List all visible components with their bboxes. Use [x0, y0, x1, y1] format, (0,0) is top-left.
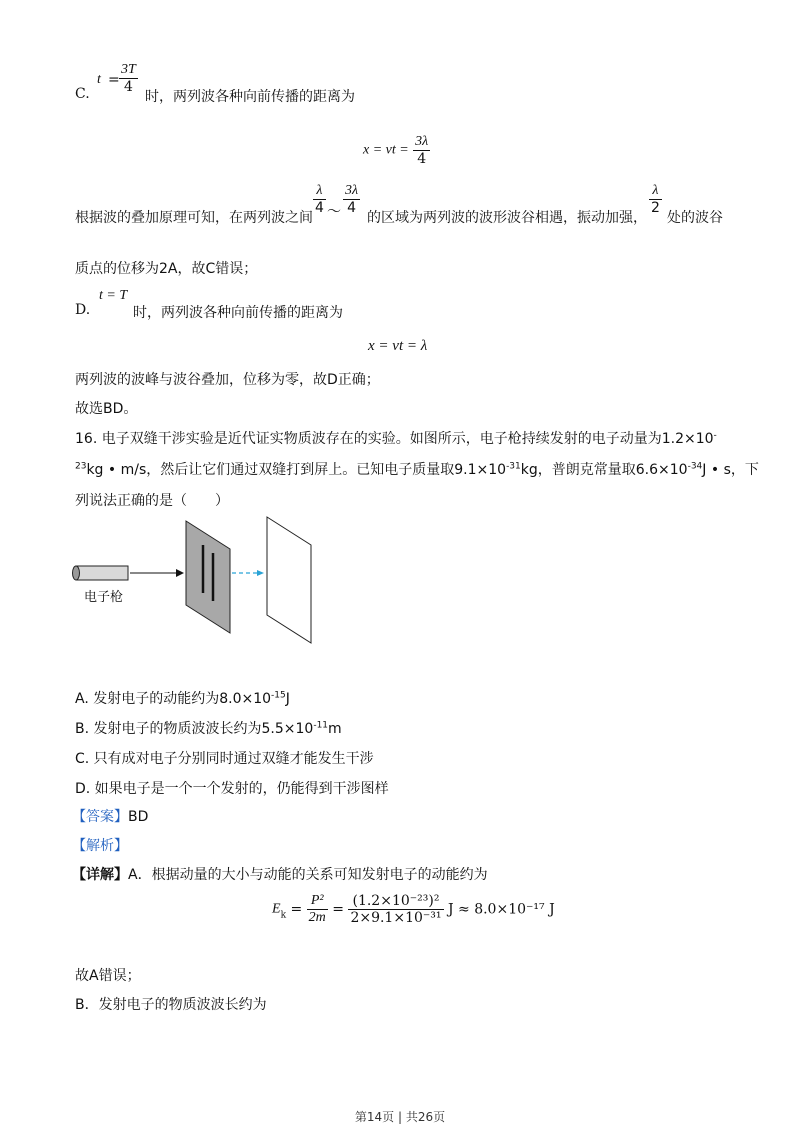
option-c-label: C.	[75, 86, 90, 102]
p1-frac-2-den: 4	[347, 200, 356, 217]
equation-kinetic-energy: $E_k$ = $\frac{\text{P²}}{2m}$ = $\frac{\text{(1.2×10⁻²³)²}}{\text{2×9.1×10⁻³¹}}$ J ≈ 8.0×10⁻¹⁷ J	[272, 893, 555, 927]
eq1-fraction	[413, 134, 430, 167]
d-cond-text: 时，两列波各种向前传播的距离为	[133, 305, 343, 321]
eq1-num: 3λ	[413, 134, 430, 151]
detail-tag: 【详解】	[72, 867, 128, 883]
answer-tag: 【答案】	[72, 809, 128, 825]
p1-text-a: 根据波的叠加原理可知，在两列波之间	[75, 210, 313, 226]
c-cond-eq: =	[108, 72, 120, 88]
paragraph-superposition	[75, 183, 735, 227]
eq3-num-1: P²	[307, 893, 328, 910]
p1-text-c: 处的波谷	[667, 210, 723, 226]
p1-frac-1	[313, 183, 326, 216]
p1-frac-2	[343, 183, 360, 216]
paragraph-choose-bd: 故选BD。	[75, 401, 138, 417]
p1-text-b: 的区域为两列波的波形波谷相遇，振动加强，	[367, 210, 647, 226]
question-16-line-1	[75, 428, 717, 448]
p1-frac-1-den: 4	[315, 200, 324, 217]
c-cond-var: t	[97, 72, 101, 87]
answer-line	[72, 806, 148, 826]
answer-value: BD	[128, 809, 149, 825]
arrowhead-icon	[176, 569, 184, 577]
paragraph-a-wrong: 故A错误；	[75, 968, 141, 984]
eq1-den: 4	[417, 151, 427, 168]
electron-gun-label: 电子枪	[84, 590, 124, 605]
eq3-den-2: 2×9.1×10⁻³¹	[350, 910, 442, 927]
question-16-line-3: 列说法正确的是（ ）	[75, 493, 229, 509]
equation-distance-3lambda	[363, 134, 430, 167]
eq3-den-1: 2m	[308, 910, 326, 926]
paragraph-peak-trough: 两列波的波峰与波谷叠加，位移为零，故D正确；	[75, 372, 380, 388]
detail-line	[72, 864, 488, 884]
double-slit-plate	[186, 521, 230, 633]
p1-frac-3-num: λ	[649, 183, 662, 200]
c-cond-den: 4	[123, 79, 133, 96]
option-d-label: D.	[75, 302, 91, 318]
q16-line2-sup2: -31	[506, 461, 521, 472]
question-16-line-2	[75, 459, 759, 479]
option-c: C. 只有成对电子分别同时通过双缝才能发生干涉	[75, 751, 374, 767]
q16-line2-sup3: -34	[687, 461, 703, 472]
c-cond-fraction	[119, 62, 138, 95]
eq3-frac-1	[307, 893, 328, 926]
c-cond-num: 3T	[119, 62, 138, 79]
eq3-lhs: E	[272, 901, 281, 917]
dashed-arrowhead-icon	[257, 570, 264, 576]
paragraph-displacement-2a: 质点的位移为2A，故C错误；	[75, 261, 258, 277]
eq3-num-2: (1.2×10⁻²³)²	[348, 893, 443, 910]
eq3-rhs: J ≈ 8.0×10⁻¹⁷ J	[447, 901, 555, 918]
p1-frac-3-den: 2	[651, 200, 660, 217]
option-a-text: A. 发射电子的动能约为8.0×10	[75, 691, 272, 707]
d-cond: t = T	[99, 288, 128, 303]
double-slit-diagram	[70, 515, 320, 645]
p1-frac-1-num: λ	[313, 183, 326, 200]
paragraph-b-wavelength: B．发射电子的物质波波长约为	[75, 997, 267, 1013]
option-b-sup: -11	[313, 720, 329, 731]
eq1-lhs: x = vt =	[363, 142, 409, 158]
q16-line1-text: 16. 电子双缝干涉实验是近代证实物质波存在的实验。如图所示，电子枪持续发射的电子动量为1.2×10	[75, 431, 714, 447]
option-b-unit: m	[328, 721, 342, 737]
q16-line2-sup: 23	[75, 461, 87, 472]
q16-line1-sup: -	[713, 430, 717, 441]
option-b-text: B. 发射电子的物质波波长约为5.5×10	[75, 721, 314, 737]
detail-text: A．根据动量的大小与动能的关系可知发射电子的动能约为	[128, 867, 488, 883]
eq3-frac-2	[348, 893, 443, 926]
option-a-unit: J	[285, 691, 290, 707]
option-b	[75, 718, 342, 738]
q16-line2-text-b: kg，普朗克常量取6.6×10	[520, 462, 688, 478]
equation-distance-lambda: x = vt = λ	[368, 338, 428, 354]
p1-frac-3	[649, 183, 662, 216]
c-cond-text: 时，两列波各种向前传播的距离为	[145, 89, 355, 105]
option-a-sup: -15	[271, 690, 286, 701]
option-a	[75, 688, 290, 708]
q16-line2-text-c: J • s，下	[702, 462, 759, 478]
page-footer: 第14页 | 共26页	[354, 1110, 446, 1124]
eq3-lhs-sub: k	[280, 910, 287, 921]
detection-screen	[267, 517, 311, 643]
electron-gun-icon	[73, 566, 129, 580]
p1-frac-2-num: 3λ	[343, 183, 360, 200]
option-d: D. 如果电子是一个一个发射的，仍能得到干涉图样	[75, 781, 389, 797]
analysis-tag: 【解析】	[72, 838, 128, 854]
p1-tilde: ～	[327, 204, 341, 220]
q16-line2-text: kg • m/s，然后让它们通过双缝打到屏上。已知电子质量取9.1×10	[86, 462, 507, 478]
